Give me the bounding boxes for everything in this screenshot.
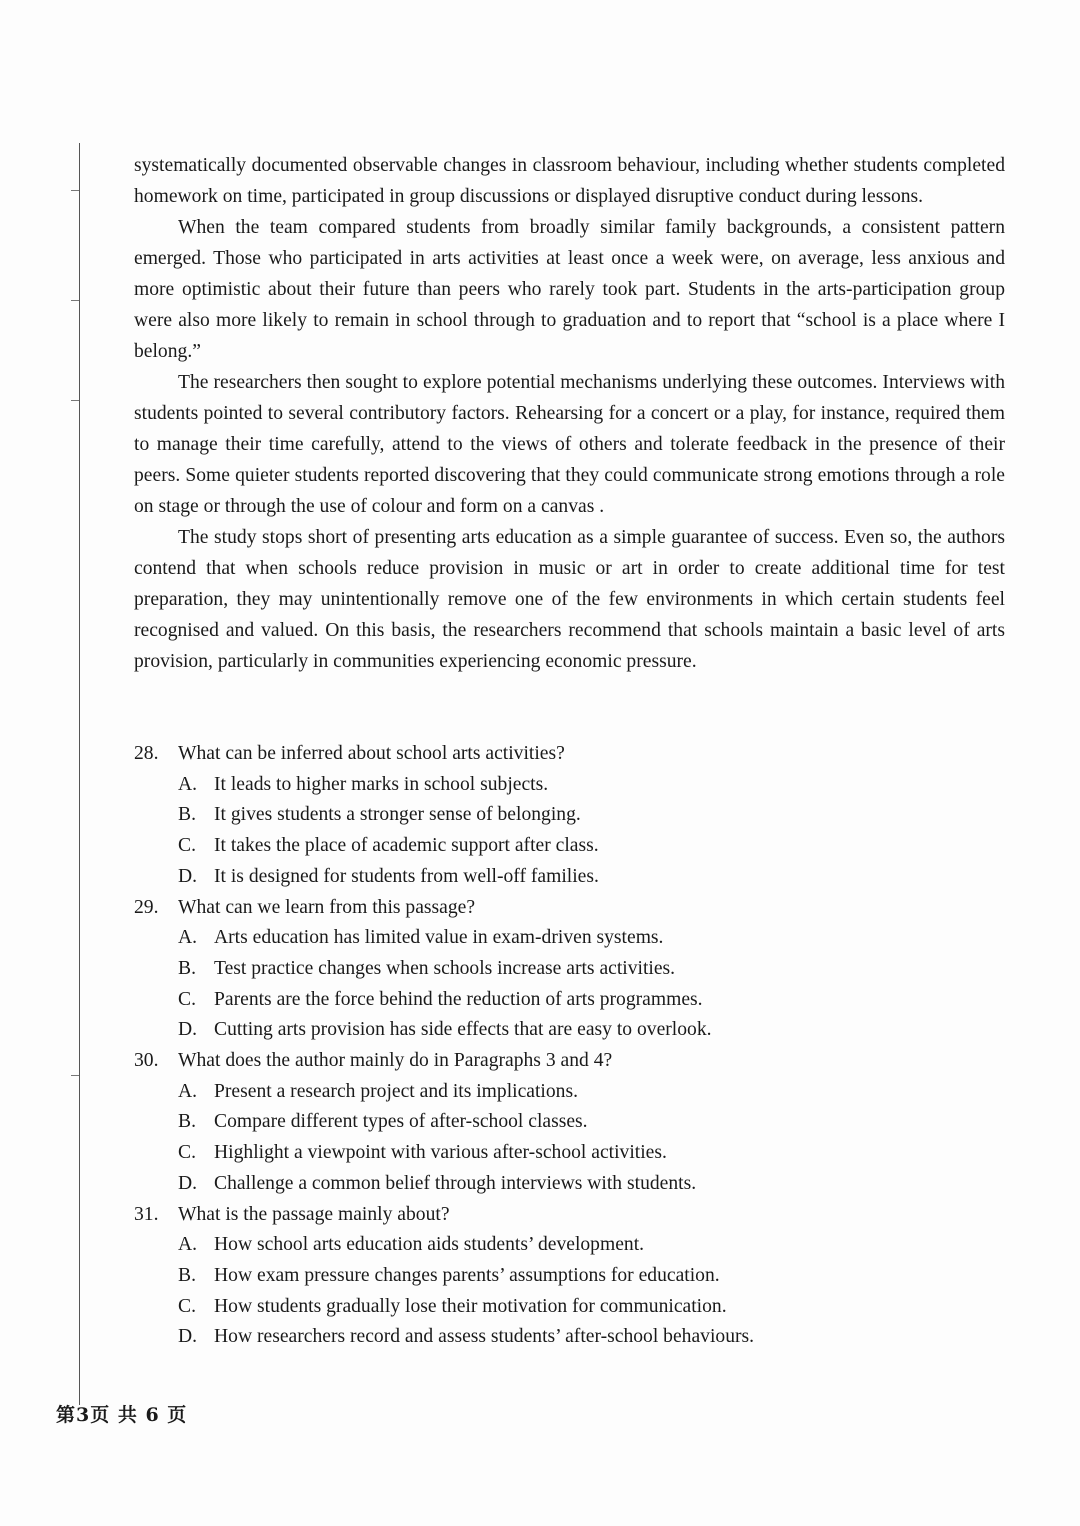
question-text: What can we learn from this passage? (178, 896, 476, 918)
option-letter: D. (178, 1172, 198, 1194)
option-text: Test practice changes when schools increase arts activities. (214, 957, 676, 979)
passage-paragraph-3: The researchers then sought to explore potential mechanisms underlying these outcomes. Interviews with students pointed to several contributory factors. Rehearsing for a concert or a play, for instance, required them to manage their time carefully, attend to the views of others and tolerate feedback in the presence of their peers. Some quieter students reported discovering that they could communicate strong emotions through a role on stage or through the use of colour and form on a canvas . (134, 372, 1005, 517)
passage-paragraph-2: When the team compared students from broadly similar family backgrounds, a consistent pattern emerged. Those who participated in arts activities at least once a week were, on average, less anxious and more optimistic about their future than peers who rarely took part. Students in the arts-participation group were also more likely to remain in school through to graduation and to report that “school is a place where I belong.” (134, 217, 1005, 362)
option-text: It is designed for students from well-off families. (214, 865, 599, 887)
option-c[interactable] (134, 831, 1005, 862)
question-31 (134, 1200, 1005, 1354)
option-text: Present a research project and its implications. (214, 1080, 578, 1102)
option-text: Cutting arts provision has side effects that are easy to overlook. (214, 1019, 712, 1041)
option-c[interactable] (134, 1138, 1005, 1169)
option-d[interactable] (134, 862, 1005, 893)
question-text: What does the author mainly do in Paragraphs 3 and 4? (178, 1050, 613, 1072)
option-b[interactable] (134, 954, 1005, 985)
option-d[interactable] (134, 1015, 1005, 1046)
question-list (134, 739, 1005, 1353)
question-number: 29. (134, 896, 159, 918)
option-b[interactable] (134, 1261, 1005, 1292)
margin-tick (71, 1075, 79, 1076)
option-a[interactable] (134, 923, 1005, 954)
option-letter: D. (178, 1019, 198, 1041)
binding-margin-line (79, 143, 80, 1405)
option-list (134, 923, 1005, 1046)
question-number: 28. (134, 743, 159, 764)
option-letter: D. (178, 865, 198, 887)
option-text: How students gradually lose their motivation for communication. (214, 1295, 727, 1317)
option-letter: B. (178, 1111, 196, 1133)
option-c[interactable] (134, 1292, 1005, 1323)
option-letter: C. (178, 988, 196, 1010)
option-letter: A. (178, 927, 198, 949)
option-d[interactable] (134, 1169, 1005, 1200)
option-text: It leads to higher marks in school subjects. (214, 773, 549, 795)
passage-paragraph-4: The study stops short of presenting arts education as a simple guarantee of success. Even so, the authors contend that when schools reduce provision in music or art in order to create additional time for test preparation, they may unintentionally remove one of the few environments in which certain students feel recognised and valued. On this basis, the researchers recommend that schools maintain a basic level of arts provision, particularly in communities experiencing economic pressure. (134, 527, 1005, 672)
question-29 (134, 893, 1005, 1047)
option-letter: B. (178, 957, 196, 979)
option-text: Compare different types of after-school classes. (214, 1111, 588, 1133)
option-letter: D. (178, 1326, 198, 1348)
option-letter: C. (178, 1295, 196, 1317)
option-b[interactable] (134, 1107, 1005, 1138)
option-list (134, 770, 1005, 893)
option-letter: A. (178, 1080, 198, 1102)
option-text: How researchers record and assess students’ after-school behaviours. (214, 1326, 755, 1348)
margin-tick (71, 190, 79, 191)
question-stem (134, 739, 1005, 770)
question-number: 30. (134, 1050, 159, 1072)
option-letter: A. (178, 1234, 198, 1256)
option-letter: B. (178, 1264, 196, 1286)
option-text: It takes the place of academic support after class. (214, 835, 599, 857)
page-number-footer: 第3页 共 6 页 (56, 1404, 188, 1426)
option-text: Challenge a common belief through interviews with students. (214, 1172, 697, 1194)
question-30 (134, 1046, 1005, 1200)
question-number: 31. (134, 1203, 159, 1225)
question-28 (134, 739, 1005, 893)
option-text: Parents are the force behind the reduction of arts programmes. (214, 988, 703, 1010)
question-stem (134, 1200, 1005, 1231)
option-d[interactable] (134, 1322, 1005, 1353)
option-text: Arts education has limited value in exam-driven systems. (214, 927, 664, 949)
passage-paragraph-1: systematically documented observable changes in classroom behaviour, including whether students completed homework on time, participated in group discussions or displayed disruptive conduct during lessons. (134, 155, 1005, 207)
option-letter: C. (178, 1142, 196, 1164)
option-letter: C. (178, 835, 196, 857)
reading-passage (134, 150, 1005, 677)
question-stem (134, 893, 1005, 924)
margin-tick (71, 300, 79, 301)
option-list (134, 1230, 1005, 1353)
question-text: What is the passage mainly about? (178, 1203, 450, 1225)
option-c[interactable] (134, 985, 1005, 1016)
option-a[interactable] (134, 770, 1005, 801)
option-text: How school arts education aids students’ development. (214, 1234, 645, 1256)
option-a[interactable] (134, 1230, 1005, 1261)
question-text: What can be inferred about school arts activities? (178, 743, 565, 764)
option-list (134, 1077, 1005, 1200)
option-b[interactable] (134, 800, 1005, 831)
option-text: Highlight a viewpoint with various after-school activities. (214, 1142, 667, 1164)
option-text: It gives students a stronger sense of belonging. (214, 804, 581, 826)
option-a[interactable] (134, 1077, 1005, 1108)
margin-tick (71, 400, 79, 401)
option-letter: B. (178, 804, 196, 826)
question-stem (134, 1046, 1005, 1077)
option-letter: A. (178, 773, 198, 795)
option-text: How exam pressure changes parents’ assumptions for education. (214, 1264, 720, 1286)
